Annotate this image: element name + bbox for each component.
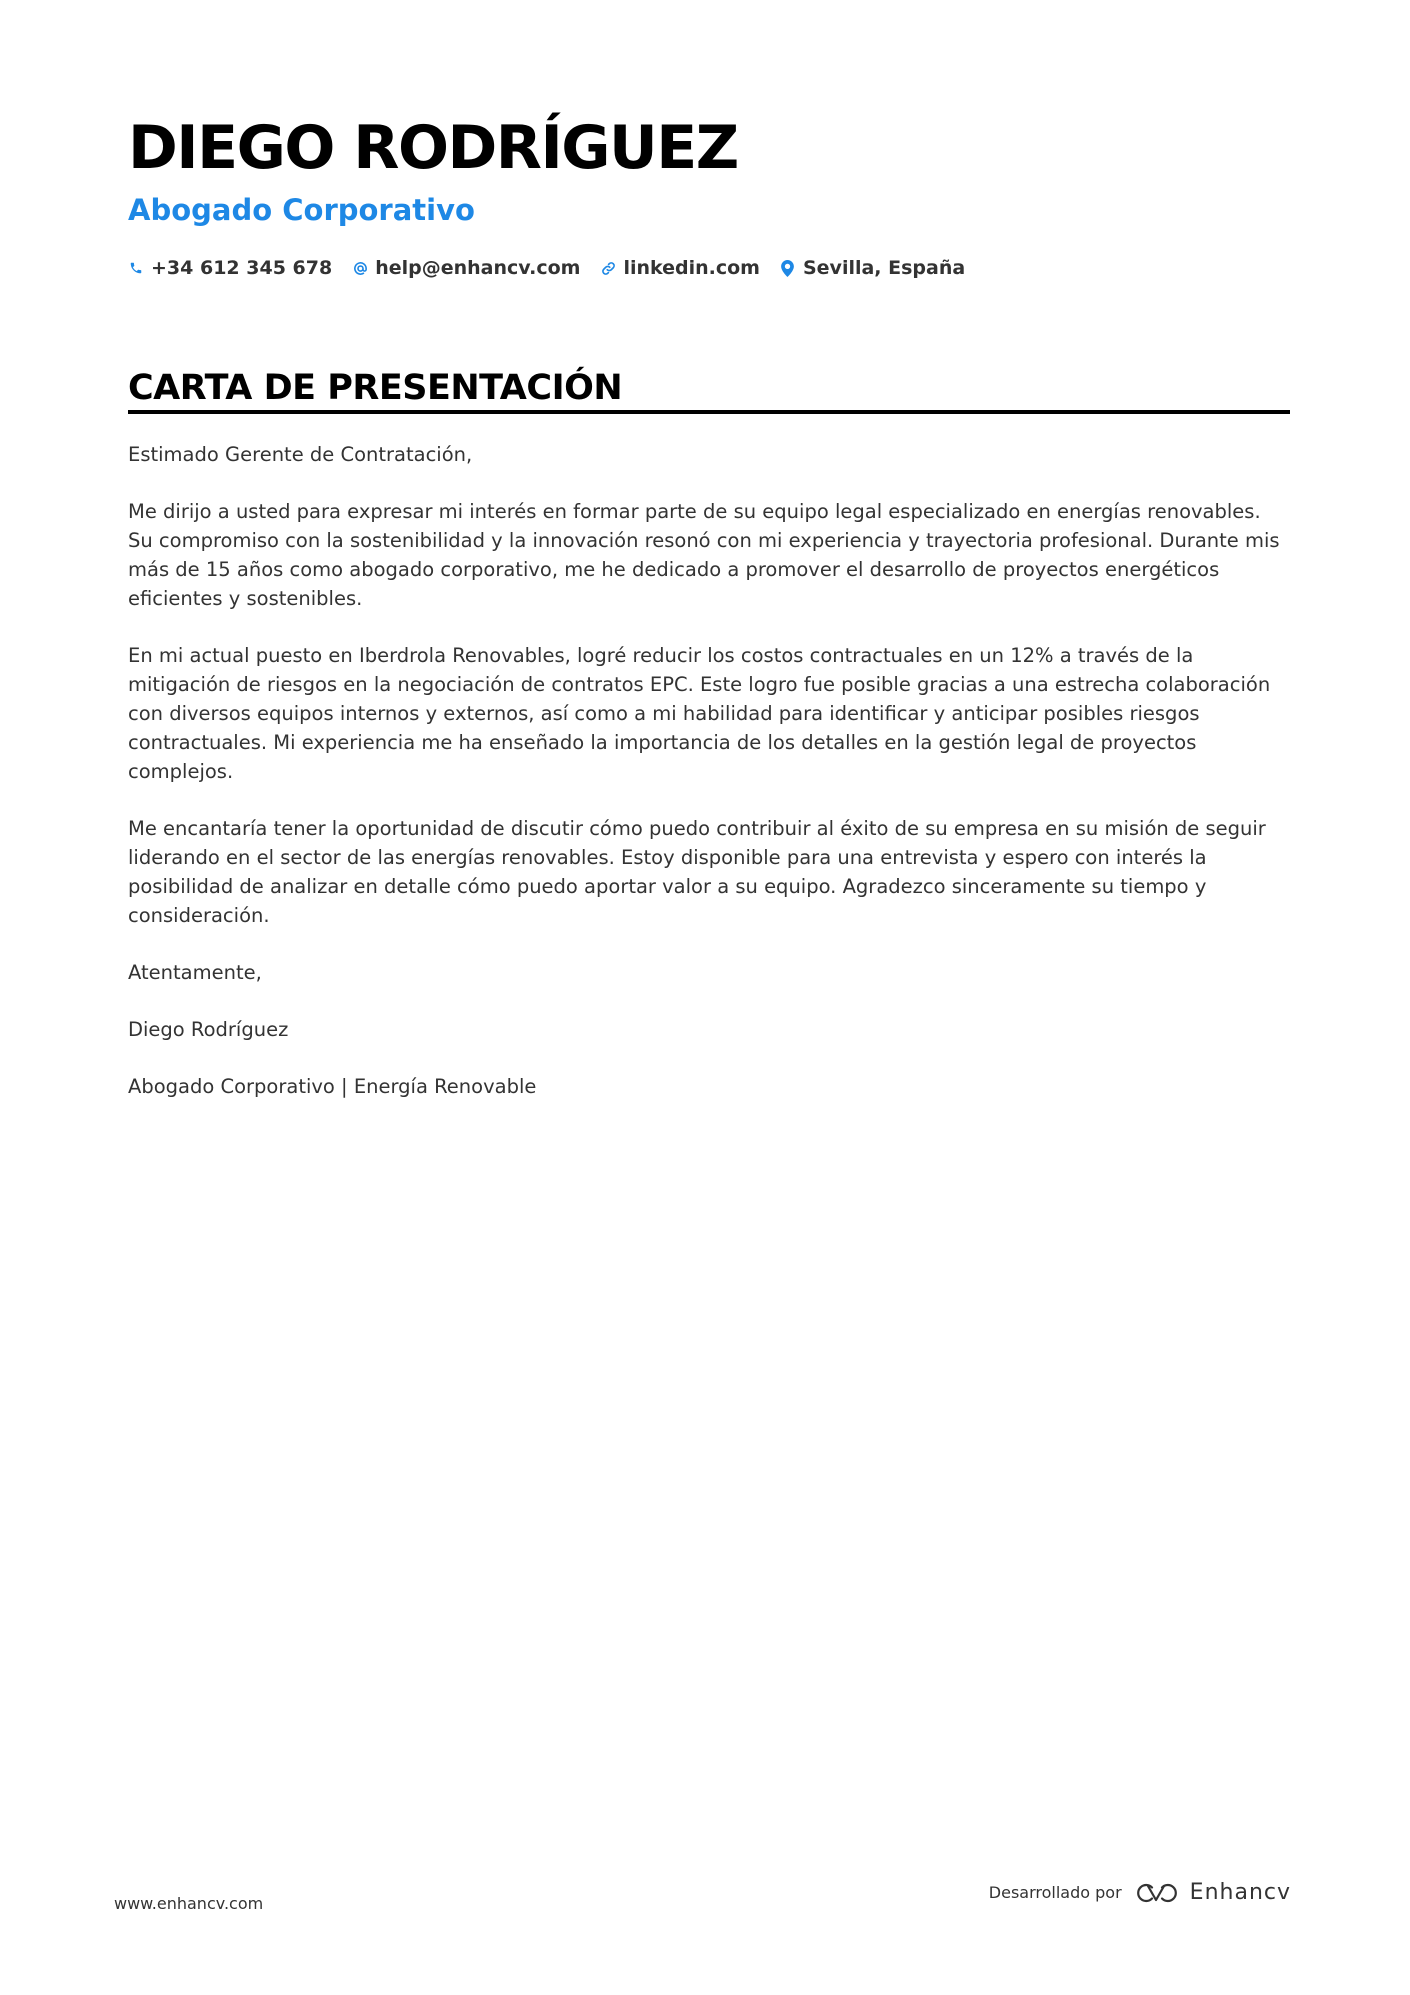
phone-icon	[128, 258, 144, 278]
letter-paragraph: En mi actual puesto en Iberdrola Renovables, logré reducir los costos contractuales en un 12% a través de la mitigación de riesgos en la negociación de contratos EPC. Este logro fue posible gracias a una estrecha colaboración con diversos equipos internos y externos, así como a mi habilidad para identificar y anticipar posibles riesgos contractuales. Mi experiencia me ha enseñado la importancia de los detalles en la gestión legal de proyectos complejos.	[128, 644, 1271, 783]
link-icon	[600, 258, 616, 278]
signature-name: Diego Rodríguez	[128, 1018, 289, 1041]
contact-phone	[128, 257, 332, 279]
at-icon	[352, 258, 368, 278]
signature-title: Abogado Corporativo | Energía Renovable	[128, 1075, 537, 1098]
powered-by-label: Desarrollado por	[988, 1883, 1122, 1902]
footer-website[interactable]: www.enhancv.com	[114, 1894, 264, 1913]
applicant-name: DIEGO RODRÍGUEZ	[128, 113, 738, 183]
location-pin-icon	[780, 258, 796, 278]
letter-closing: Atentamente,	[128, 961, 262, 984]
letter-paragraph: Me dirijo a usted para expresar mi interés en formar parte de su equipo legal especializado en energías renovables. Su compromiso con la sostenibilidad y la innovación resonó con mi experiencia y trayectoria profesional. Durante mis más de 15 años como abogado corporativo, me he dedicado a promover el desarrollo de proyectos energéticos eficientes y sostenibles.	[128, 500, 1280, 610]
contact-location	[780, 257, 965, 279]
enhancv-wordmark[interactable]: Enhancv	[1189, 1880, 1291, 1905]
contact-linkedin	[600, 257, 760, 279]
linkedin-link[interactable]: linkedin.com	[623, 257, 760, 279]
contact-email	[352, 257, 580, 279]
letter-paragraph: Me encantaría tener la oportunidad de discutir cómo puedo contribuir al éxito de su empresa en su misión de seguir liderando en el sector de las energías renovables. Estoy disponible para una entrevista y espero con interés la posibilidad de analizar en detalle cómo puedo aportar valor a su equipo. Agradezco sinceramente su tiempo y consideración.	[128, 817, 1266, 927]
email-address[interactable]: help@enhancv.com	[375, 257, 581, 279]
job-title: Abogado Corporativo	[128, 193, 475, 227]
phone-number[interactable]: +34 612 345 678	[151, 257, 333, 279]
enhancv-logo-icon	[1134, 1881, 1180, 1905]
footer-branding	[989, 1880, 1291, 1905]
contact-bar	[128, 254, 985, 282]
section-heading: CARTA DE PRESENTACIÓN	[128, 368, 623, 408]
letter-body	[128, 440, 1290, 1129]
letter-greeting: Estimado Gerente de Contratación,	[128, 443, 473, 466]
section-divider	[128, 410, 1290, 414]
location-text: Sevilla, España	[802, 257, 966, 279]
